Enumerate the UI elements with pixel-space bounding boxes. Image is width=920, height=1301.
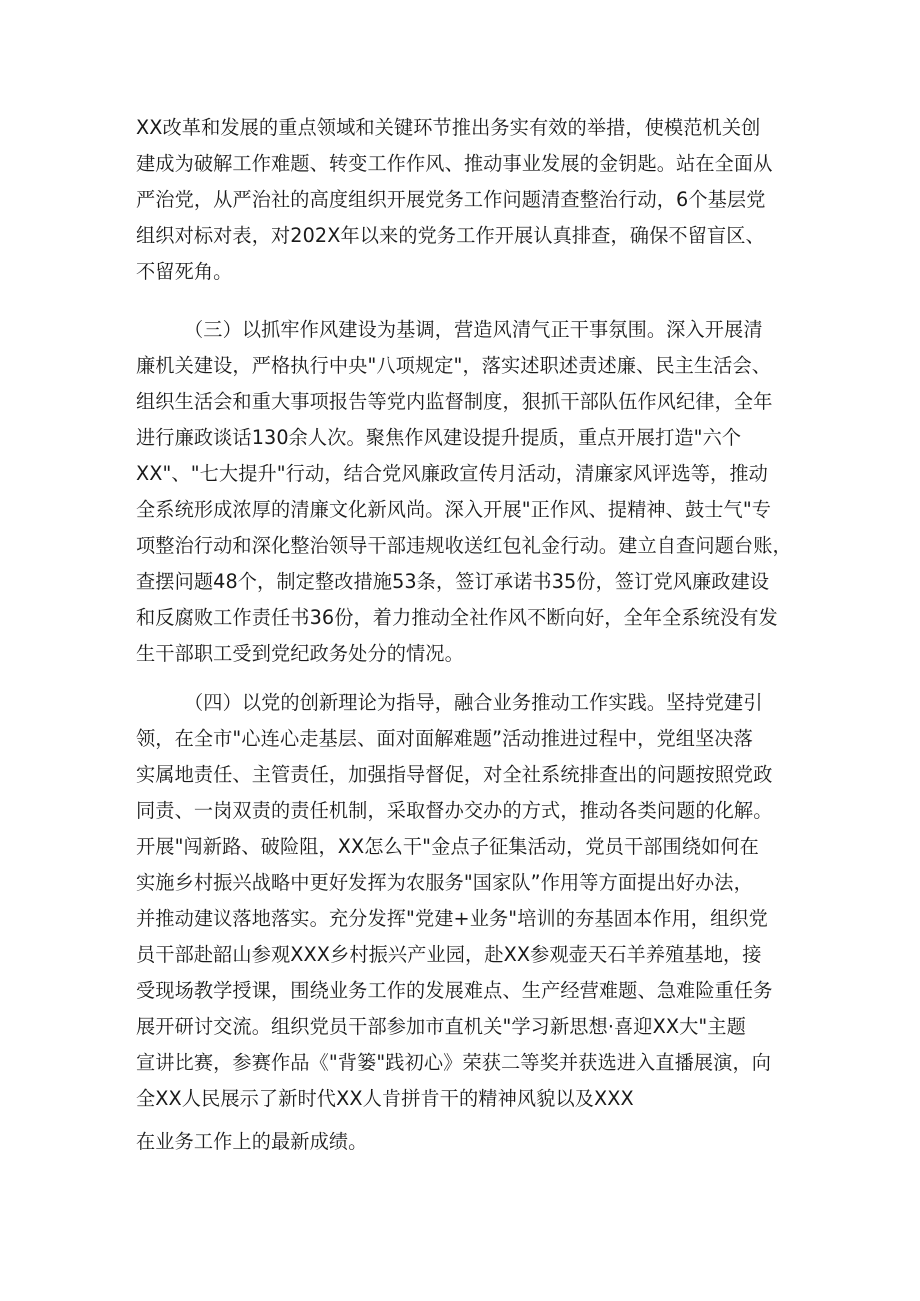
text-line: 不留死角。 (136, 260, 233, 283)
text-line: XX"、"七大提升"行动，结合党风廉政宣传月活动，清廉家风评选等，推动 (136, 462, 768, 485)
text-line: 全系统形成浓厚的清廉文化新风尚。深入开展"正作风、提精神、鼓士气"专 (136, 498, 772, 521)
text-line: 同责、一岗双责的责任机制，采取督办交办的方式，推动各类问题的化解。 (136, 799, 773, 822)
text-line: （四）以党的创新理论为指导，融合业务推动工作实践。坚持党建引 (184, 691, 763, 714)
text-line: 在业务工作上的最新成绩。 (136, 1130, 368, 1153)
text-line: 进行廉政谈话130余人次。聚焦作风建设提升提质，重点开展打造"六个 (136, 426, 742, 449)
text-line: 建成为破解工作难题、转变工作作风、推动事业发展的金钥匙。站在全面从 (136, 152, 773, 175)
text-line: 领，在全市"心连心走基层、面对面解难题”活动推进过程中，党组坚决落 (136, 727, 753, 750)
text-line: 展开研讨交流。组织党员干部参加市直机关"学习新思想·喜迎XX大"主题 (136, 1015, 746, 1038)
text-line: 员干部赴韶山参观XXX乡村振兴产业园，赴XX参观壶天石羊养殖基地，接 (136, 943, 762, 966)
text-line: 项整治行动和深化整治领导干部违规收送红包礼金行动。建立自查问题台账， (136, 534, 792, 557)
text-line: 组织对标对表，对202X年以来的党务工作开展认真排查，确保不留盲区、 (136, 224, 765, 247)
text-line: 实属地责任、主管责任，加强指导督促，对全社系统排查出的问题按照党政 (136, 763, 773, 786)
text-line: 廉机关建设，严格执行中央"八项规定"，落实述职述责述廉、民主生活会、 (136, 354, 772, 377)
text-line: 查摆问题48个，制定整改措施53条，签订承诺书35份，签订党风廉政建设 (136, 570, 770, 593)
text-line: 开展"闯新路、破险阻，XX怎么干"金点子征集活动，党员干部围绕如何在 (136, 835, 759, 858)
text-line: （三）以抓牢作风建设为基调，营造风清气正干事氛围。深入开展清 (184, 318, 763, 341)
text-line: 生干部职工受到党纪政务处分的情况。 (136, 642, 464, 665)
text-line: 组织生活会和重大事项报告等党内监督制度，狠抓干部队伍作风纪律，全年 (136, 390, 773, 413)
text-line: 受现场教学授课，围绕业务工作的发展难点、生产经营难题、急难险重任务 (136, 979, 773, 1002)
text-line: 并推动建议落地落实。充分发挥"党建+业务"培训的夯基固本作用，组织党 (136, 907, 768, 930)
text-line: 实施乡村振兴战略中更好发挥为农服务"国家队”作用等方面提出好办法， (136, 871, 753, 894)
text-line: 和反腐败工作责任书36份，着力推动全社作风不断向好，全年全系统没有发 (136, 606, 778, 629)
text-line: 全XX人民展示了新时代XX人肯拼肯干的精神风貌以及XXX (136, 1087, 634, 1110)
text-line: 宣讲比赛，参赛作品《"背篓"践初心》荣获二等奖并获选进入直播展演，向 (136, 1051, 772, 1074)
text-line: XX改革和发展的重点领域和关键环节推出务实有效的举措，使模范机关创 (136, 116, 761, 139)
text-line: 严治党，从严治社的高度组织开展党务工作问题清查整治行动，6个基层党 (136, 188, 766, 211)
